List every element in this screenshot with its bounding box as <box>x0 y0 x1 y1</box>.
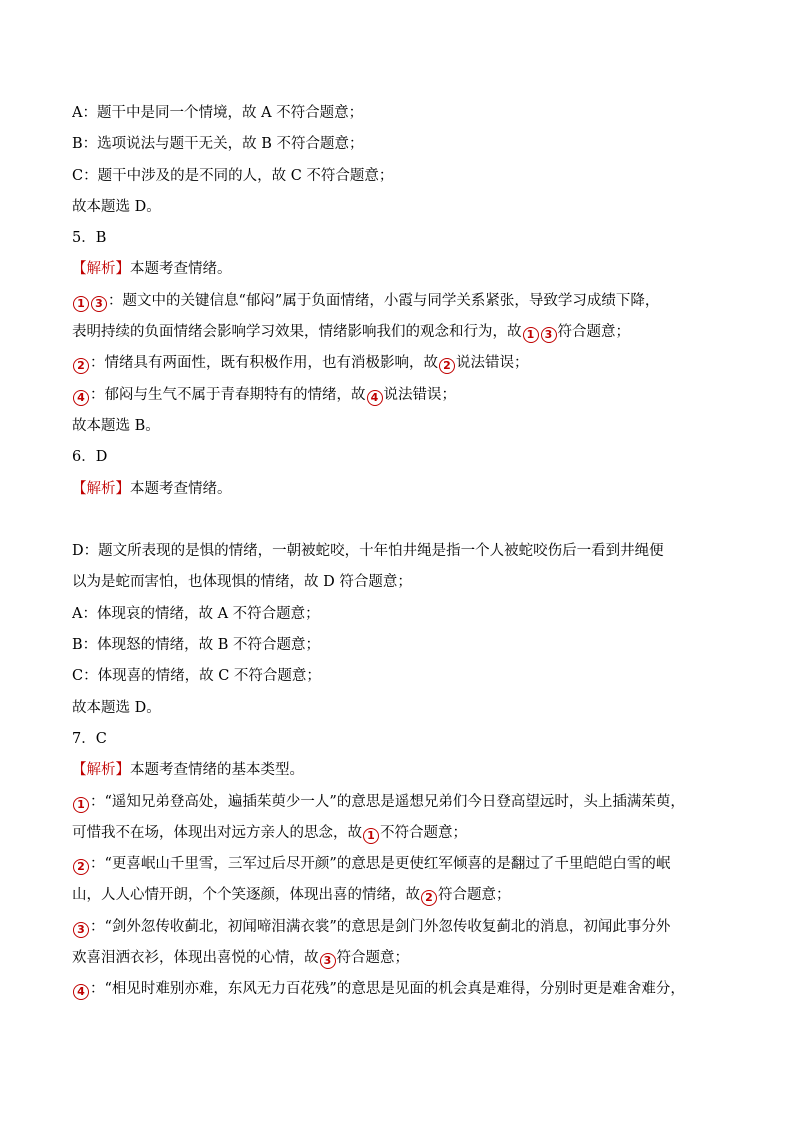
text-line <box>72 880 732 911</box>
text-line <box>72 286 732 317</box>
text-run: ：情绪具有两面性，既有积极作用，也有消极影响，故 <box>90 355 438 372</box>
text-line <box>72 661 732 692</box>
text-run: 故本题选 B。 <box>72 417 160 434</box>
text-line <box>72 630 732 661</box>
text-run: ：“剑外忽传收蓟北，初闻啼泪满衣裳”的意思是剑门外忽传收复蓟北的消息，初闻此事分外 <box>90 918 671 935</box>
text-run: ：题文中的关键信息“郁闷”属于负面情绪，小霞与同学关系紧张，导致学习成绩下降， <box>108 292 660 309</box>
text-line <box>72 380 732 411</box>
text-run: 符合题意； <box>336 950 409 967</box>
text-run: C：体现喜的情绪，故 C 不符合题意； <box>72 668 321 685</box>
text-line <box>72 974 732 1005</box>
text-run: C：题干中涉及的是不同的人，故 C 不符合题意； <box>72 167 394 184</box>
text-run: ：郁闷与生气不属于青春期特有的情绪，故 <box>90 386 366 403</box>
text-line <box>72 567 732 598</box>
text-line <box>72 849 732 880</box>
text-run: 7．C <box>72 730 107 747</box>
text-line <box>72 912 732 943</box>
text-line <box>72 317 732 348</box>
circled-number: 4 <box>73 984 89 1000</box>
text-run: 故本题选 D。 <box>72 699 161 716</box>
analysis-label: 【解析】 <box>72 261 130 278</box>
text-run: A：题干中是同一个情境，故 A 不符合题意； <box>72 105 364 121</box>
text-run: A：体现哀的情绪，故 A 不符合题意； <box>72 605 320 622</box>
text-run: 山，人人心情开朗，个个笑逐颜，体现出喜的情绪，故 <box>72 887 420 904</box>
analysis-label: 【解析】 <box>72 762 130 779</box>
text-run: 本题考查情绪的基本类型。 <box>130 762 304 779</box>
text-line <box>72 536 732 567</box>
circled-number: 1 <box>523 327 539 343</box>
text-line <box>72 442 732 473</box>
text-run: D：题文所表现的是惧的情绪，一朝被蛇咬，十年怕井绳是指一个人被蛇咬伤后一看到井绳便 <box>72 543 664 560</box>
circled-number: 2 <box>73 358 89 374</box>
text-line <box>72 818 732 849</box>
document-page <box>72 98 732 1006</box>
circled-number: 4 <box>73 390 89 406</box>
text-run: ：“更喜岷山千里雪，三军过后尽开颜”的意思是更使红军倾喜的是翻过了千里皑皑白雪的岷 <box>90 856 671 873</box>
text-run: 说法错误； <box>383 386 456 403</box>
text-run: ：“遥知兄弟登高处，遍插茱萸少一人”的意思是遥想兄弟们今日登高望远时，头上插满茱萸， <box>90 793 685 810</box>
text-line <box>72 129 732 160</box>
text-run: 符合题意； <box>438 887 511 904</box>
text-line <box>72 98 732 129</box>
circled-number: 1 <box>73 296 89 312</box>
circled-number: 1 <box>363 828 379 844</box>
text-line <box>72 599 732 630</box>
text-run: B：选项说法与题干无关，故 B 不符合题意； <box>72 136 364 153</box>
circled-number: 3 <box>320 953 336 969</box>
blank-line <box>72 505 732 536</box>
circled-number: 3 <box>541 327 557 343</box>
circled-number: 3 <box>73 922 89 938</box>
text-run: ：“相见时难别亦难，东风无力百花残”的意思是见面的机会真是难得，分别时更是难舍难分， <box>90 981 685 998</box>
text-run: 欢喜泪洒衣衫，体现出喜悦的心情，故 <box>72 950 319 967</box>
text-line <box>72 474 732 505</box>
circled-number: 4 <box>367 390 383 406</box>
text-line <box>72 724 732 755</box>
circled-number: 2 <box>73 859 89 875</box>
text-run: B：体现怒的情绪，故 B 不符合题意； <box>72 637 321 654</box>
text-run: 可惜我不在场，体现出对远方亲人的思念，故 <box>72 824 362 841</box>
text-run: 本题考查情绪。 <box>130 261 232 278</box>
text-line <box>72 254 732 285</box>
circled-number: 3 <box>91 296 107 312</box>
text-line <box>72 411 732 442</box>
text-line <box>72 787 732 818</box>
text-line <box>72 348 732 379</box>
analysis-label: 【解析】 <box>72 480 130 497</box>
circled-number: 2 <box>421 890 437 906</box>
text-run: 故本题选 D。 <box>72 198 161 215</box>
text-run: 符合题意； <box>557 324 630 341</box>
text-run: 以为是蛇而害怕，也体现惧的情绪，故 D 符合题意； <box>72 574 412 591</box>
text-line <box>72 161 732 192</box>
text-run: 表明持续的负面情绪会影响学习效果，情绪影响我们的观念和行为，故 <box>72 324 522 341</box>
text-line <box>72 223 732 254</box>
circled-number: 2 <box>439 358 455 374</box>
text-line <box>72 755 732 786</box>
text-run: 说法错误； <box>456 355 529 372</box>
text-line <box>72 192 732 223</box>
text-line <box>72 693 732 724</box>
text-run: 本题考查情绪。 <box>130 480 232 497</box>
text-run: 6．D <box>72 449 108 466</box>
circled-number: 1 <box>73 797 89 813</box>
text-run: 不符合题意； <box>380 824 467 841</box>
text-run: 5．B <box>72 230 107 247</box>
text-line <box>72 943 732 974</box>
